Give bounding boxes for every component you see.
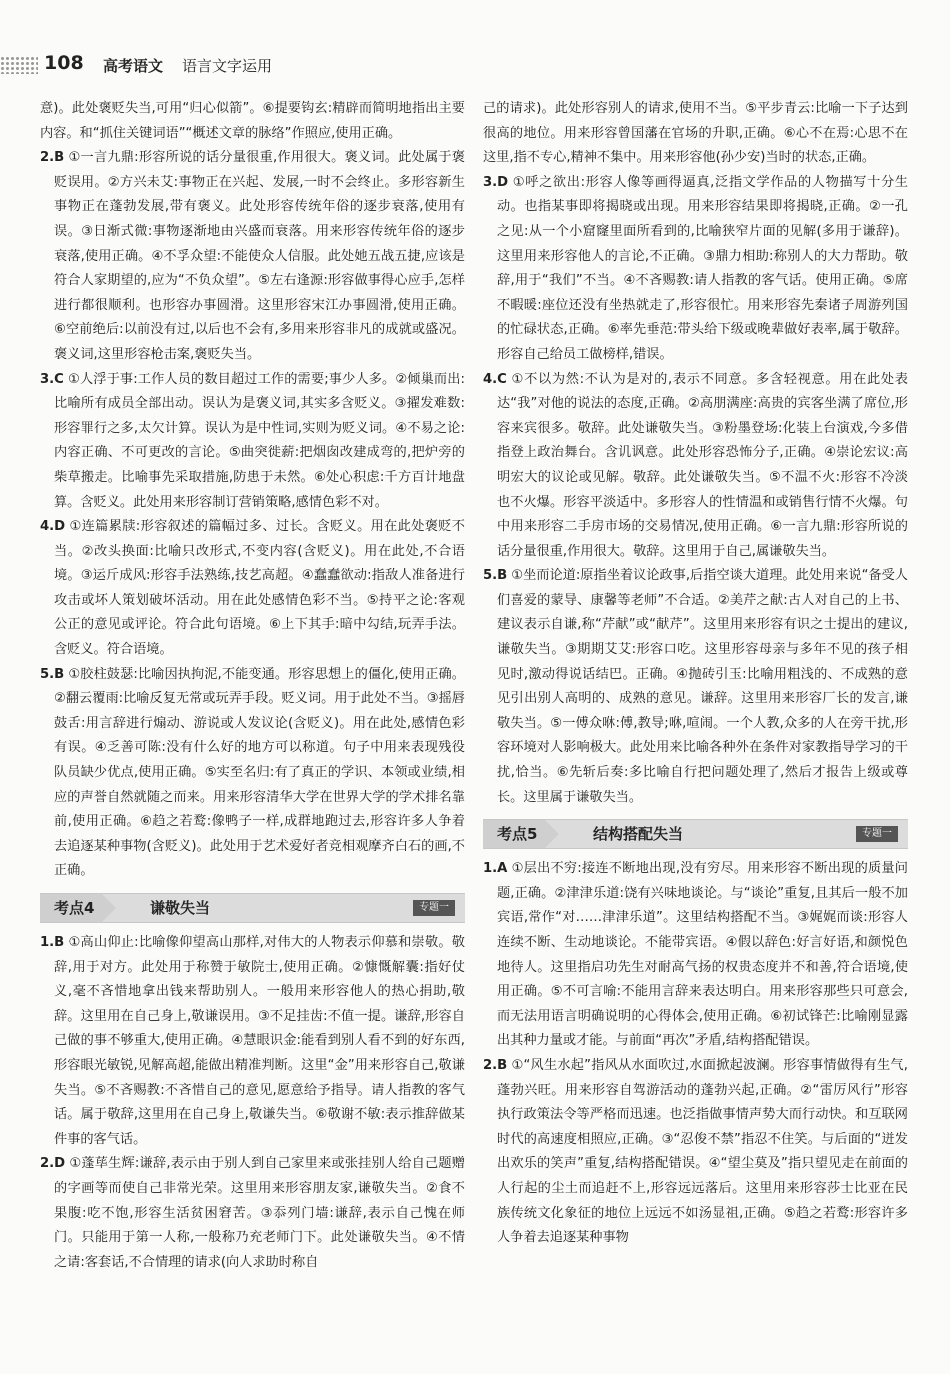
answer-text: 意)。此处褒贬失当,可用“归心似箭”。⑥提要钩玄:精辟而简明地指出主要内容。和“抓住关键词语”“概述文章的脉络”作照应,使用正确。 — [40, 101, 465, 141]
answer-item — [40, 368, 465, 516]
left-column — [40, 97, 465, 1275]
answer-number: 2.D — [40, 1156, 66, 1172]
answer-continuation — [40, 97, 465, 146]
answer-text: ①“风生水起”指风从水面吹过,水面掀起波澜。形容事情做得有生气,蓬勃兴旺。用来形容自驾游活动的蓬勃兴起,正确。②“雷厉风行”形容执行政策法令等严格而迅速。也泛指做事情声势大而行动快。和互联网时代的高速度相照应,正确。③“忍俊不禁”指忍不住笑。与后面的“迸发出欢乐的笑声”重复,结构搭配错误。④“望尘莫及”指只望见走在前面的人行起的尘土而追赶不上,形容远远落后。这里用来形容莎士比亚在民族传统文化象征的地位上远远不如汤显祖,正确。⑤趋之若鹜:形容许多人争着去追逐某种事物 — [497, 1057, 908, 1246]
answer-item — [483, 171, 908, 368]
topic-heading-bar — [40, 893, 465, 923]
answer-item — [483, 368, 908, 565]
answer-text: ①坐而论道:原指坐着议论政事,后指空谈大道理。此处用来说“备受人们喜爱的蒙导、康馨等老师”不合适。②美芹之献:古人对自己的上书、建议表示自谦,称“芹献”或“献芹”。这里用来形容有识之士提出的建议,谦敬失当。③期期艾艾:形容口吃。这里形容母亲与多年不见的孩子相见时,激动得说话结巴。正确。④抛砖引玉:比喻用粗浅的、不成熟的意见引出别人高明的、成熟的意见。谦辞。这里用来形容厂长的发言,谦敬失当。⑤一傅众咻:傅,教导;咻,喧闹。一个人教,众多的人在旁干扰,形容环境对人影响极大。此处用来比喻各种外在条件对家教指导学习的干扰,恰当。⑥先斩后奏:多比喻自行把问题处理了,然后才报告上级或尊长。这里属于谦敬失当。 — [497, 568, 908, 805]
answer-text: 己的请求)。此处形容别人的请求,使用不当。⑤平步青云:比喻一下子达到很高的地位。用来形容曾国藩在官场的升职,正确。⑥心不在焉:心思不在这里,指不专心,精神不集中。用来形容他(孙少安)当时的状态,正确。 — [483, 101, 908, 166]
answer-number: 3.C — [40, 371, 64, 387]
answer-item — [483, 564, 908, 810]
answer-text: ①连篇累牍:形容叙述的篇幅过多、过长。含贬义。用在此处褒贬不当。②改头换面:比喻只改形式,不变内容(含贬义)。用在此处,不合语境。③运斤成风:形容手法熟练,技艺高超。④蠢蠢欲动:指敌人准备进行攻击或坏人策划破坏活动。用在此处感情色彩不当。⑤持平之论:客观公正的意见或评论。符合此句语境。⑥上下其手:暗中勾结,玩弄手法。含贬义。符合语境。 — [54, 519, 465, 658]
page-number: 108 — [44, 52, 84, 74]
answer-text: ①胶柱鼓瑟:比喻因执拘泥,不能变通。形容思想上的僵化,使用正确。②翻云覆雨:比喻反复无常或玩弄手段。贬义词。用于此处不当。③摇唇鼓舌:用言辞进行煽动、游说或人发议论(含贬义)。用在此处,感情色彩有误。④乏善可陈:没有什么好的地方可以称道。句子中用来表现残役队员缺少优点,使用正确。⑤实至名归:有了真正的学识、本领或业绩,相应的声誉自然就随之而来。用来形容清华大学在世界大学的学术排名靠前,使用正确。⑥趋之若鹜:像鸭子一样,成群地跑过去,形容许多人争着去追逐某种事物(含贬义)。此处用于艺术爱好者竞相观摩齐白石的画,不正确。 — [54, 666, 465, 879]
answer-item — [483, 1054, 908, 1251]
answer-text: ①一言九鼎:形容所说的话分量很重,作用很大。褒义词。此处属于褒贬误用。②方兴未艾:事物正在兴起、发展,一时不会终止。多形容新生事物正在蓬勃发展,带有褒义。此处形容传统年俗的逐步衰落,使用有误。③日渐式微:事物逐渐地由兴盛而衰落。用来形容传统年俗的逐步衰落,使用正确。④不孚众望:不能使众人信服。此处她五战五捷,应该是符合人家期望的,应为“不负众望”。⑤左右逢源:形容做事得心应手,怎样进行都很顺利。也形容办事圆滑。这里形容宋江办事圆滑,使用正确。⑥空前绝后:以前没有过,以后也不会有,多用来形容非凡的成就或盛况。褒义词,这里形容枪击案,褒贬失当。 — [54, 150, 465, 362]
topic-label: 考点5 — [483, 820, 545, 848]
topic-title: 结构搭配失当 — [593, 825, 684, 844]
answer-text: ①呼之欲出:形容人像等画得逼真,泛指文学作品的人物描写十分生动。也指某事即将揭晓或出现。用来形容结果即将揭晓,正确。②一孔之见:从一个小窟窿里面所看到的,比喻狭窄片面的见解(多用于谦辞)。这里用来形容他人的言论,不正确。③鼎力相助:称别人的大力帮助。敬辞,用于“我们”不当。④不吝赐教:请人指教的客气话。使用正确。⑤席不暇暖:座位还没有坐热就走了,形容很忙。用来形容先秦诸子周游列国的忙碌状态,正确。⑥率先垂范:带头给下级或晚辈做好表率,属于敬辞。形容自己给员工做榜样,错误。 — [497, 174, 908, 362]
topic-label: 考点4 — [40, 894, 102, 922]
answer-number: 1.A — [483, 861, 508, 877]
answer-item — [40, 1152, 465, 1275]
section-title: 语言文字运用 — [182, 57, 273, 75]
dot-grid-icon — [0, 56, 38, 74]
answer-item — [40, 931, 465, 1152]
answer-text: ①层出不穷:接连不断地出现,没有穷尽。用来形容不断出现的质量问题,正确。②津津乐道:饶有兴味地谈论。与“谈论”重复,且其后一般不加宾语,常作“对……津津乐道”。这里结构搭配不当。③娓娓而谈:形容人连续不断、生动地谈论。不能带宾语。④假以辞色:好言好语,和颜悦色地待人。这里指启功先生对耐高气扬的权贵态度并不和善,符合语境,使用正确。⑤不可言喻:不能用言辞来表达明白。用来形容那些只可意会,而无法用语言明确说明的心得体会,使用正确。⑥初试锋芒:比喻刚显露出其种力量或才能。与前面“再次”矛盾,结构搭配错误。 — [497, 861, 908, 1049]
answer-number: 2.B — [40, 150, 65, 166]
answer-number: 3.D — [483, 174, 509, 190]
topic-tag-badge: 专题一 — [856, 826, 898, 842]
answer-number: 4.C — [483, 371, 507, 387]
answer-text: ①蓬荜生辉:谦辞,表示由于别人到自己家里来或张挂别人给自己题赠的字画等而使自己非常光荣。这里用来形容朋友家,谦敬失当。②食不果腹:吃不饱,形容生活贫困窘苦。③忝列门墙:谦辞,表示自己愧在师门。只能用于第一人称,一般称乃充老师门下。此处谦敬失当。④不情之请:客套话,不合情理的请求(向人求助时称自 — [54, 1156, 465, 1270]
answer-item — [483, 857, 908, 1054]
answer-text: ①高山仰止:比喻像仰望高山那样,对伟大的人物表示仰慕和崇敬。敬辞,用于对方。此处用于称赞于敏院士,使用正确。②慷慨解囊:指好仗义,毫不吝惜地拿出钱来帮助别人。一般用来形容他人的热心捐助,敬辞。这里用在自己身上,敬谦误用。③不足挂齿:不值一提。谦辞,形容自己做的事不够重大,使用正确。④慧眼识金:能看到别人看不到的好东西,形容眼光敏锐,见解高超,能做出精准判断。这里“金”用来形容自己,敬谦失当。⑤不吝赐教:不吝惜自己的意见,愿意给予指导。请人指教的客气话。属于敬辞,这里用在自己身上,敬谦失当。⑥敬谢不敏:表示推辞做某件事的客气话。 — [54, 935, 465, 1147]
answer-number: 1.B — [40, 935, 65, 950]
answer-item — [40, 663, 465, 884]
topic-title: 谦敬失当 — [150, 899, 211, 917]
answer-number: 4.D — [40, 519, 66, 535]
page-header — [0, 48, 950, 84]
answer-continuation — [483, 97, 908, 171]
right-column — [483, 97, 908, 1251]
answer-item — [40, 515, 465, 663]
topic-heading-bar — [483, 819, 908, 849]
answer-number: 5.B — [483, 568, 508, 584]
answer-number: 2.B — [483, 1057, 508, 1073]
answer-text: ①人浮于事:工作人员的数目超过工作的需要;事少人多。②倾巢而出:比喻所有成员全部出动。误认为是褒义词,其实多含贬义。③擢发难数:形容罪行之多,太欠计算。误认为是中性词,实则为贬义词。④不易之论:内容正确、不可更改的言论。⑤曲突徙薪:把烟囱改建成弯的,把炉旁的柴草搬走。比喻事先采取措施,防患于未然。⑥处心积虑:千方百计地盘算。含贬义。此处用来形容制订营销策略,感情色彩不对。 — [54, 371, 465, 510]
book-title: 高考语文 — [103, 57, 164, 75]
answer-text: ①不以为然:不认为是对的,表示不同意。多含轻视意。用在此处表达“我”对他的说法的态度,正确。②高朋满座:高贵的宾客坐满了席位,形容来宾很多。敬辞。此处谦敬失当。③粉墨登场:化装上台演戏,今多借指登上政治舞台。含讥讽意。此处形容恐怖分子,正确。④崇论宏议:高明宏大的议论或见解。敬辞。此处谦敬失当。⑤不温不火:形容不冷淡也不火爆。形容平淡适中。多形容人的性情温和或销售行情不火爆。句中用来形容二手房市场的交易情况,使用正确。⑥一言九鼎:形容所说的话分量很重,作用很大。敬辞。这里用于自己,属谦敬失当。 — [497, 371, 908, 559]
topic-tag-badge: 专题一 — [413, 900, 455, 916]
answer-number: 5.B — [40, 666, 65, 682]
answer-item — [40, 146, 465, 367]
